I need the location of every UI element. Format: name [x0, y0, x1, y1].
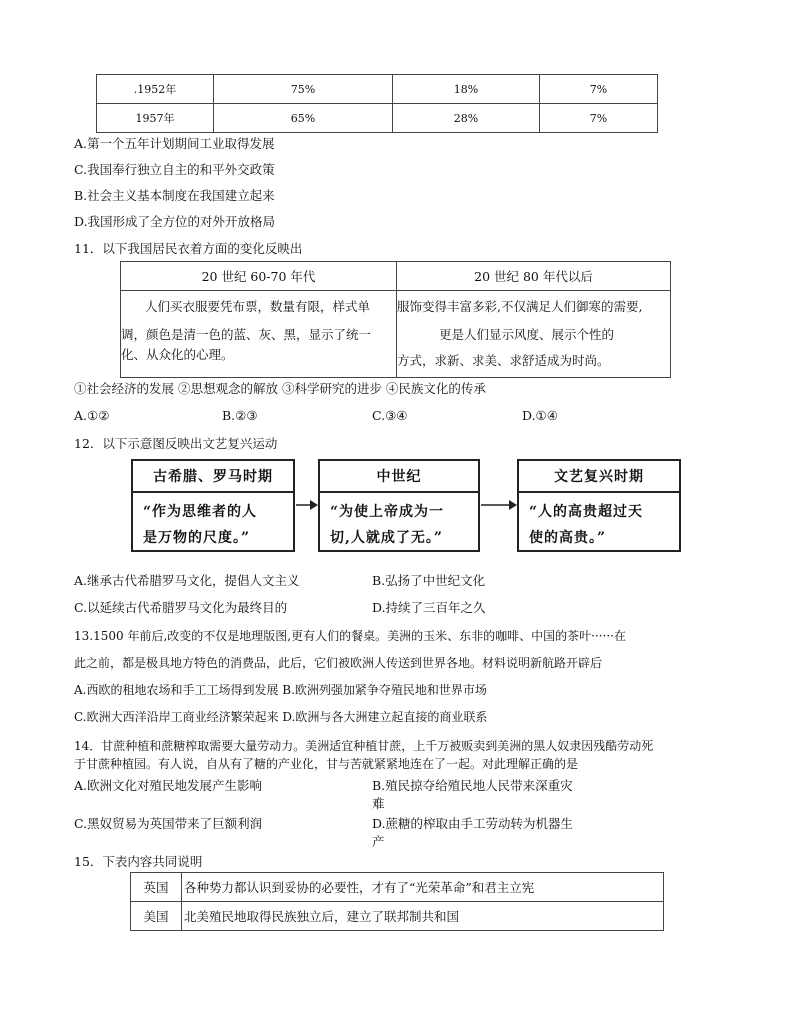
box-body: [320, 493, 478, 551]
q14-option-b: B.殖民掠夺给殖民地人民带来深重灾: [372, 778, 573, 793]
q10-option-c: C.我国奉行独立自主的和平外交政策: [74, 162, 275, 177]
q11-choices: ①社会经济的发展 ②思想观念的解放 ③科学研究的进步 ④民族文化的传承: [74, 381, 486, 396]
q10-option-d: D.我国形成了全方位的对外开放格局: [74, 214, 276, 229]
table-cell: 北美殖民地取得民族独立后，建立了联邦制共和国: [182, 902, 664, 931]
q10-option-a: A.第一个五年计划期间工业取得发展: [74, 136, 275, 151]
q12-option-b: B.弘扬了中世纪文化: [372, 573, 486, 588]
table-cell: 7%: [540, 104, 658, 133]
table-cell: 英国: [131, 873, 182, 902]
table-row: [97, 104, 658, 133]
table-cell: 各种势力都认识到妥协的必要性，才有了“光荣革命”和君主立宪: [182, 873, 664, 902]
table-row: [121, 291, 671, 378]
table-cell: 7%: [540, 75, 658, 104]
cell-text: 调，颜色是清一色的蓝、灰、黑，显示了统一: [121, 327, 372, 342]
table-row: [131, 902, 664, 931]
table-cell: [121, 291, 397, 378]
table-row: [131, 873, 664, 902]
diagram-box-renaissance: [517, 459, 681, 552]
q14-option-c: C.黑奴贸易为英国带来了巨额利润: [74, 816, 263, 831]
table-header-cell: 20 世纪 80 年代以后: [397, 262, 671, 291]
q13-stem-line2: 此之前，都是极具地方特色的消费品，此后，它们被欧洲人传送到世界各地。材料说明新航路开辟后: [74, 656, 603, 670]
diagram-box-medieval: [318, 459, 480, 552]
table-header-cell: 20 世纪 60-70 年代: [121, 262, 397, 291]
q13-options-ab: A.西欧的租地农场和手工工场得到发展 B.欧洲列强加紧争夺殖民地和世界市场: [74, 683, 487, 697]
arrow-right-icon: [296, 498, 318, 512]
table-cell: 65%: [214, 104, 393, 133]
box-body: [133, 493, 293, 551]
table-cell: 1957年: [97, 104, 214, 133]
q11-option-b: B.②③: [222, 408, 258, 423]
table-cell: 18%: [393, 75, 540, 104]
q11-option-c: C.③④: [372, 408, 408, 423]
q10-option-b: B.社会主义基本制度在我国建立起来: [74, 188, 275, 203]
q11-option-a: A.①②: [74, 408, 110, 423]
arrow-right-icon: [481, 498, 517, 512]
q13-options-cd: C.欧洲大西洋沿岸工商业经济繁荣起来 D.欧洲与各大洲建立起直接的商业联系: [74, 710, 488, 724]
q11-option-d: D.①④: [522, 408, 558, 423]
q14-stem-line2: 于甘蔗种植园。有人说，自从有了糖的产业化，甘与苦就紧紧地连在了一起。对此理解正确的是: [74, 757, 579, 771]
table-row: [97, 75, 658, 104]
box-title: 古希腊、罗马时期: [133, 461, 293, 493]
cell-text: 更是人们显示风度、展示个性的: [439, 327, 615, 342]
q12-stem: 12．以下示意图反映出文艺复兴运动: [74, 436, 278, 451]
cell-text: 方式，求新、求美、求舒适成为时尚。: [397, 353, 610, 368]
q15-stem: 15．下表内容共同说明: [74, 854, 203, 869]
box-body: [519, 493, 679, 551]
q14-option-b-cont: 难: [372, 796, 385, 811]
cell-text: 化、从众化的心理。: [121, 347, 234, 362]
box-text: “人的高贵超过天: [529, 504, 644, 520]
q14-option-d: D.蔗糖的榨取由手工劳动转为机器生: [372, 816, 574, 831]
q12-option-c: C.以延续古代希腊罗马文化为最终目的: [74, 600, 288, 615]
box-title: 中世纪: [320, 461, 478, 493]
table-cell: 美国: [131, 902, 182, 931]
box-text: “为使上帝成为一: [330, 504, 445, 520]
q14-option-a: A.欧洲文化对殖民地发展产生影响: [74, 778, 263, 793]
box-text: 使的高贵。”: [529, 530, 607, 546]
table-cell: 28%: [393, 104, 540, 133]
box-text: 是万物的尺度。”: [143, 530, 251, 546]
cell-text: 人们买衣服要凭布票，数量有限，样式单: [145, 299, 371, 314]
q15-table: [130, 872, 664, 931]
diagram-box-ancient: [131, 459, 295, 552]
table-cell: [397, 291, 671, 378]
table-cell: 75%: [214, 75, 393, 104]
table-row: [121, 262, 671, 291]
q12-option-a: A.继承古代希腊罗马文化，提倡人文主义: [74, 573, 300, 588]
q14-option-d-cont: 产: [372, 834, 385, 849]
box-title: 文艺复兴时期: [519, 461, 679, 493]
q12-option-d: D.持续了三百年之久: [372, 600, 486, 615]
q13-stem-line1: 13.1500 年前后,改变的不仅是地理版图,更有人们的餐桌。美洲的玉米、东非的咖啡、中国的茶叶······在: [74, 629, 626, 643]
cell-text: 服饰变得丰富多彩,不仅满足人们御寒的需要,: [397, 299, 643, 314]
table-cell: .1952年: [97, 75, 214, 104]
q14-stem-line1: 14．甘蔗种植和蔗糖榨取需要大量劳动力。美洲适宜种植甘蔗，上千万被贩卖到美洲的黑人奴隶因残酷劳动死: [74, 739, 654, 753]
stats-table: [96, 74, 658, 133]
box-text: “作为思维者的人: [143, 504, 258, 520]
q11-table: [120, 261, 671, 378]
box-text: 切,人就成了无。”: [330, 530, 443, 546]
q11-stem: 11．以下我国居民衣着方面的变化反映出: [74, 241, 303, 256]
